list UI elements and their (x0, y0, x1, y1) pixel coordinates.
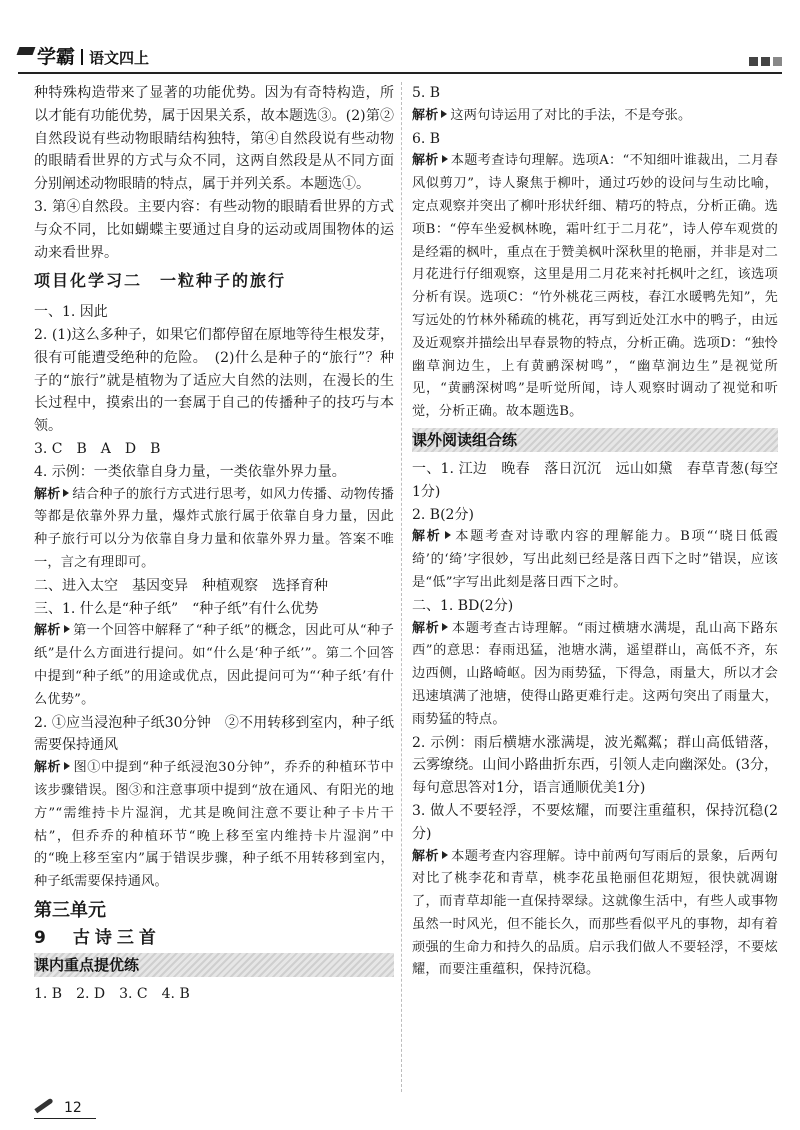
page-footer (34, 1100, 82, 1116)
analysis-label: 解析 (412, 529, 451, 544)
answer-text: 一、1. 江边 晚春 落日沉沉 远山如黛 春草青葱(每空1分) (412, 460, 778, 500)
answer-text: 二、进入太空 基因变异 种植观察 选择育种 (34, 577, 328, 594)
answer-text: 3. 做人不要轻浮，不要炫耀，而要注重蕴积，保持沉稳(2分) (412, 802, 778, 842)
answer-text: 2. ①应当浸泡种子纸30分钟 ②不用转移到室内，种子纸需要保持通风 (34, 714, 394, 754)
analysis-label: 解析 (412, 153, 448, 168)
analysis-label: 解析 (34, 760, 70, 775)
column-divider (401, 82, 402, 1092)
answer-text: 6. B (412, 130, 441, 147)
footer-underline (34, 1118, 96, 1119)
header-separator (81, 49, 83, 65)
analysis-paragraph: 解析 本题考查古诗理解。“雨过横塘水满堤，乱山高下路东西”的意思：春雨迅猛，池塘水满，遥望群山，高低不齐，东边西侧，山路崎岖。因为雨势猛，下得急，雨量大，所以才会迅速填满了池塘，使得山路更难行走。这两句突出了雨量大，雨势猛的特点。 (412, 620, 778, 727)
section-band: 课内重点提优练 (34, 953, 394, 977)
right-column (412, 82, 778, 982)
answer-text: 二、1. BD(2分) (412, 597, 514, 614)
section-band: 课外阅读组合练 (412, 428, 778, 452)
answer-text: 一、1. 因此 (34, 304, 108, 321)
answer-text: 4. 示例：一类依靠自身力量，一类依靠外界力量。 (34, 463, 346, 480)
answer-text: 1. B 2. D 3. C 4. B (34, 986, 190, 1003)
page-header (18, 40, 782, 76)
unit-title: 第三单元 (34, 899, 106, 921)
analysis-label: 解析 (34, 623, 70, 638)
answer-text: 2. 示例：雨后横塘水涨满堤，波光粼粼；群山高低错落，云雾缭绕。山间小路曲折东西，引领人走向幽深处。(3分，每句意思答对1分，语言通顺优美1分) (412, 734, 778, 797)
header-rule (18, 72, 782, 74)
subject-label: 语文四上 (89, 49, 150, 67)
brand-logo (18, 42, 149, 69)
analysis-label: 解析 (34, 487, 69, 502)
pencil-icon (34, 1098, 53, 1114)
graduation-cap-icon (17, 47, 36, 55)
answer-text: 2. (1)这么多种子，如果它们都停留在原地等待生根发芽，很有可能遭受绝种的危险。 (2)什么是种子的“旅行”？种子的“旅行”就是植物为了适应大自然的法则，在漫长的生长过程中，摸索出的一套属于自己的传播种子的技巧与本领。 (34, 326, 394, 435)
answer-text: 三、1. 什么是“种子纸” “种子纸”有什么优势 (34, 600, 319, 617)
section-title: 项目化学习二 一粒种子的旅行 (34, 271, 287, 291)
analysis-paragraph: 解析 结合种子的旅行方式进行思考，如风力传播、动物传播等都是依靠外界力量，爆炸式旅行属于依靠自身力量，因此种子旅行可以分为依靠自身力量和依靠外界力量。答案不唯一，言之有理即可。 (34, 486, 394, 570)
answer-text: 种特殊构造带来了显著的功能优势。因为有奇特构造，所以才能有功能优势，属于因果关系，故本题选③。(2)第②自然段说有些动物眼睛结构独特，第④自然段说有些动物的眼睛看世界的方式与众不同，这两自然段是从不同方面分别阐述动物眼睛的特点，属于并列关系。本题选①。 (34, 85, 394, 193)
analysis-paragraph: 解析 本题考查内容理解。诗中前两句写雨后的景象，后两句对比了桃李花和青草，桃李花虽艳丽但花期短，很快就凋谢了，而青草却能一直保持翠绿。这就像生活中，有些人或事物虽然一时风光，但不能长久，而那些看似平凡的事物，却有着顽强的生命力和持久的品质。启示我们做人不要轻浮，不要炫耀，而要注重蕴积，保持沉稳。 (412, 848, 778, 978)
analysis-paragraph: 解析 第一个回答中解释了“种子纸”的概念，因此可从“种子纸”是什么方面进行提问。如“什么是‘种子纸’”。第二个回答中提到“种子纸”的用途或优点，因此提问可为“‘种子纸’有什么优势”。 (34, 623, 394, 707)
analysis-label: 解析 (412, 108, 447, 123)
left-column (34, 82, 394, 1006)
answer-text: 5. B (412, 85, 441, 101)
answer-text: 3. 第④自然段。主要内容：有些动物的眼睛看世界的方式与众不同，比如蝴蝶主要通过自身的运动或周围物体的运动来看世界。 (34, 198, 394, 261)
logo-text: 学霸 (37, 46, 76, 68)
analysis-paragraph: 解析 本题考查诗句理解。选项A：“不知细叶谁裁出，二月春风似剪刀”，诗人聚焦于柳叶，通过巧妙的设问与生动比喻，定点观察并突出了柳叶形状纤细、精巧的特点，分析正确。选项B：“停车坐爱枫林晚，霜叶红于二月花”，诗人停车观赏的是经霜的枫叶，重点在于赞美枫叶深秋里的艳丽，并非是对二月花进行仔细观察，这里是用二月花来衬托枫叶之红，该选项分析有误。选项C：“竹外桃花三两枝，春江水暖鸭先知”，先写远处的竹林外稀疏的桃花，再写到近处江水中的鸭子，由远及近观察并描绘出早春景物的特点，分析正确。选项D：“独怜幽草涧边生，上有黄鹂深树鸣”，“幽草涧边生”是视觉所见，“黄鹂深树鸣”是听觉所闻，诗人观察时调动了视觉和听觉，分析正确。故本题选B。 (412, 153, 778, 420)
analysis-label: 解析 (412, 621, 448, 636)
analysis-paragraph: 解析 这两句诗运用了对比的手法，不是夸张。 (412, 107, 692, 123)
analysis-paragraph: 解析 图①中提到“种子纸浸泡30分钟”，乔乔的种植环节中该步骤错误。图③和注意事项中提到“放在通风、有阳光的地方”“需维持卡片湿润，尤其是晚间注意不要让种子卡片干枯”，但乔乔的种植环节“晚上移至室内维持卡片湿润”中的“晚上移至室内”属于错误步骤，种子纸不用转移到室内，种子纸需要保持通风。 (34, 760, 394, 890)
page-number: 12 (64, 1100, 82, 1116)
header-squares-decoration (746, 51, 782, 70)
answer-text: 2. B(2分) (412, 506, 474, 523)
analysis-label: 解析 (412, 849, 448, 864)
lesson-title: 9 古诗三首 (34, 927, 161, 948)
analysis-paragraph: 解析 本题考查对诗歌内容的理解能力。B项“‘晓日低霞绮’的‘绮’字很妙，写出此刻已经是落日西下之时”错误，应该是“低”字写出此刻是落日西下之时。 (412, 529, 778, 590)
answer-text: 3. C B A D B (34, 440, 161, 457)
